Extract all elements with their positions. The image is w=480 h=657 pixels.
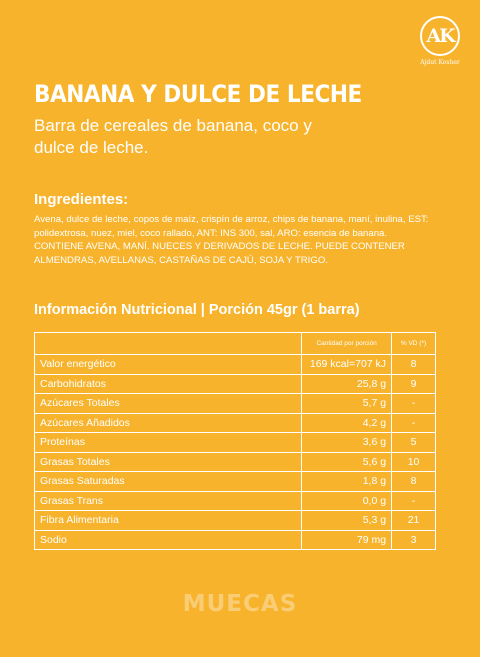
- nutrient-amount: 3,6 g: [302, 433, 392, 453]
- product-subtitle: Barra de cereales de banana, coco y dulce de leche.: [34, 116, 312, 157]
- nutrient-name: Valor energético: [35, 355, 302, 375]
- brand-logo: MUECAS: [182, 591, 298, 617]
- table-row: [35, 374, 436, 394]
- ingredients-text: Avena, dulce de leche, copos de maíz, crispín de arroz, chips de banana, maní, inulina, EST: polidextrosa, nuez, miel, coco rallado, ANT: INS 300, sal, ARO: esencia de banana. CONTIENE AVENA, MANÍ. NUECES Y DERIVADOS DE LECHE. PUEDE CONTENER ALMENDRAS, AVELLANAS, CASTAÑAS DE CAJÚ, SOJA Y TRIGO.: [34, 214, 429, 266]
- nutrient-vd: 3: [392, 530, 436, 550]
- nutrition-table: [34, 332, 436, 550]
- nutrient-name: Grasas Trans: [35, 491, 302, 511]
- nutrition-header-row: [35, 333, 436, 355]
- nutrient-amount: 1,8 g: [302, 472, 392, 492]
- nutrient-name: Proteínas: [35, 433, 302, 453]
- table-row: [35, 355, 436, 375]
- nutrient-vd: 8: [392, 472, 436, 492]
- nutrient-name: Azúcares Añadidos: [35, 413, 302, 433]
- nutrient-name: Fibra Alimentaria: [35, 511, 302, 531]
- nutrient-amount: 0,0 g: [302, 491, 392, 511]
- table-row: [35, 452, 436, 472]
- nutrient-amount: 169 kcal=707 kJ: [302, 355, 392, 375]
- table-row: [35, 394, 436, 414]
- nutrient-vd: 5: [392, 433, 436, 453]
- kosher-seal-icon: AK: [420, 16, 460, 56]
- nutrient-vd: -: [392, 491, 436, 511]
- product-title: BANANA Y DULCE DE LECHE: [34, 80, 362, 108]
- nutrient-vd: 8: [392, 355, 436, 375]
- nutrition-header-vd: % VD (*): [392, 333, 436, 355]
- nutrient-amount: 25,8 g: [302, 374, 392, 394]
- table-row: [35, 413, 436, 433]
- nutrient-vd: 21: [392, 511, 436, 531]
- nutrition-header-amount: Cantidad por porción: [302, 333, 392, 355]
- nutrient-name: Azúcares Totales: [35, 394, 302, 414]
- nutrient-name: Grasas Totales: [35, 452, 302, 472]
- nutrient-name: Carbohidratos: [35, 374, 302, 394]
- table-row: [35, 491, 436, 511]
- nutrient-vd: 10: [392, 452, 436, 472]
- nutrient-name: Sodio: [35, 530, 302, 550]
- nutrient-vd: -: [392, 413, 436, 433]
- kosher-logo: [418, 16, 462, 76]
- kosher-caption: Ajdut Kosher: [420, 59, 460, 66]
- table-row: [35, 433, 436, 453]
- table-row: [35, 472, 436, 492]
- nutrient-amount: 79 mg: [302, 530, 392, 550]
- nutrient-amount: 4,2 g: [302, 413, 392, 433]
- nutrient-amount: 5,7 g: [302, 394, 392, 414]
- nutrition-header-name: [35, 333, 302, 355]
- ingredients-heading: Ingredientes:: [34, 191, 129, 208]
- table-row: [35, 511, 436, 531]
- nutrition-heading: Información Nutricional | Porción 45gr (1 barra): [34, 302, 360, 318]
- nutrient-vd: 9: [392, 374, 436, 394]
- nutrient-amount: 5,3 g: [302, 511, 392, 531]
- nutrient-name: Grasas Saturadas: [35, 472, 302, 492]
- nutrient-vd: -: [392, 394, 436, 414]
- nutrient-amount: 5,6 g: [302, 452, 392, 472]
- table-row: [35, 530, 436, 550]
